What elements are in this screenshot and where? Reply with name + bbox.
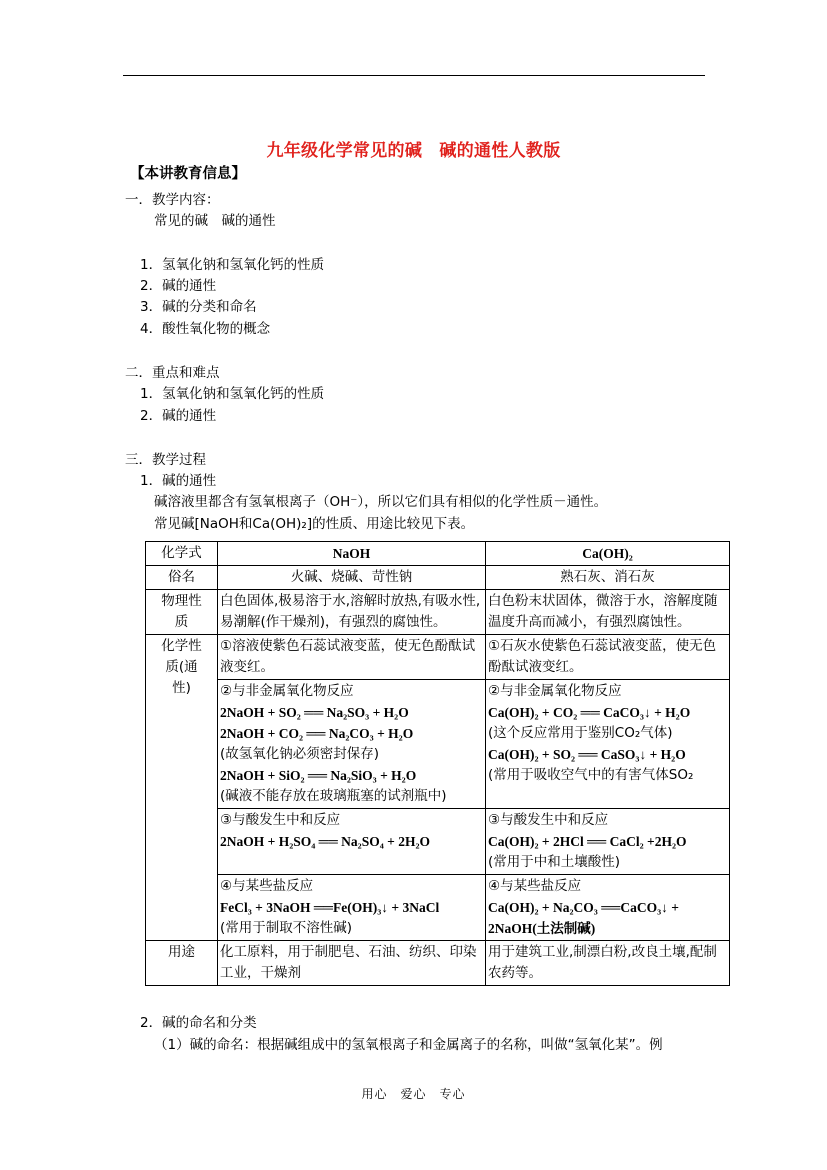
table-cell <box>486 680 730 809</box>
table-cell: 用于建筑工业,制漂白粉,改良土壤,配制农药等。 <box>486 941 730 986</box>
list-item: 1．氢氧化钠和氢氧化钙的性质 <box>140 257 325 273</box>
equation: 2NaOH + SiO₂ ══ Na₂SiO₃ + H₂O <box>220 768 417 783</box>
sec3-heading: 三．教学过程 <box>125 452 206 468</box>
equation: FeCl₃ + 3NaOH ══Fe(OH)₃↓ + 3NaCl <box>220 900 440 915</box>
equation: Ca(OH)₂ + 2HCl ══ CaCl₂ +2H₂O <box>488 834 687 849</box>
comparison-table <box>145 541 730 986</box>
table-row <box>146 680 730 809</box>
table-header-cell: 化学式 <box>146 542 218 566</box>
list-item: 4．酸性氧化物的概念 <box>140 321 271 337</box>
table-cell <box>218 635 486 680</box>
table-row <box>146 875 730 941</box>
cell-line: ①石灰水使紫色石蕊试液变蓝，使无色酚酞试液变红。 <box>488 638 717 675</box>
table-cell: 熟石灰、消石灰 <box>486 566 730 590</box>
equation: 2NaOH + SO₂ ══ Na₂SO₃ + H₂O <box>220 705 409 720</box>
table-cell <box>218 809 486 875</box>
header-rule <box>123 75 705 76</box>
cell-line: (常用于制取不溶性碱) <box>220 920 353 936</box>
page-footer: 用心 爱心 专心 <box>361 1087 466 1101</box>
sec3-sub1: 1．碱的通性 <box>140 473 217 489</box>
cell-line: ④与某些盐反应 <box>220 878 314 894</box>
table-row <box>146 941 730 986</box>
table-cell: 白色粉末状固体，微溶于水，溶解度随温度升高而减小，有强烈腐蚀性。 <box>486 590 730 635</box>
list-item: 1．氢氧化钠和氢氧化钙的性质 <box>140 386 325 402</box>
table-row <box>146 809 730 875</box>
cell-line: (故氢氧化钠必须密封保存) <box>220 746 380 762</box>
cell-line: (这个反应常用于鉴别CO₂气体) <box>488 725 673 741</box>
sec3-para1: 碱溶液里都含有氢氧根离子（OH⁻），所以它们具有相似的化学性质－通性。 <box>154 494 608 510</box>
page-title: 九年级化学常见的碱 碱的通性人教版 <box>266 141 561 161</box>
table-cell: 物理性质 <box>146 590 218 635</box>
section-header: 【本讲教育信息】 <box>130 166 246 182</box>
table-cell <box>486 809 730 875</box>
cell-line: ②与非金属氧化物反应 <box>488 683 622 699</box>
cell-line: ②与非金属氧化物反应 <box>220 683 354 699</box>
equation: Ca(OH)₂ + Na₂CO₃ ══CaCO₃↓ + <box>488 900 679 915</box>
equation: Ca(OH)₂ + CO₂ ══ CaCO₃↓ + H₂O <box>488 705 691 720</box>
table-row <box>146 635 730 680</box>
table-cell: 火碱、烧碱、苛性钠 <box>218 566 486 590</box>
cell-line: (碱液不能存放在玻璃瓶塞的试剂瓶中) <box>220 788 447 804</box>
table-cell: 化工原料，用于制肥皂、石油、纺织、印染工业，干燥剂 <box>218 941 486 986</box>
table-row <box>146 542 730 566</box>
equation: 2NaOH(土法制碱) <box>488 921 596 936</box>
table-cell: 俗名 <box>146 566 218 590</box>
list-item: 2．碱的通性 <box>140 278 217 294</box>
table-cell: 化学性质(通性) <box>146 635 218 941</box>
sec3-para2: 常见碱[NaOH和Ca(OH)₂]的性质、用途比较见下表。 <box>154 516 475 532</box>
table-cell <box>218 875 486 941</box>
equation: 2NaOH + H₂SO₄ ══ Na₂SO₄ + 2H₂O <box>220 834 431 849</box>
cell-line: (常用于吸收空气中的有害气体SO₂ <box>488 767 694 783</box>
list-item: 3．碱的分类和命名 <box>140 299 257 315</box>
sec-naming-heading: 2．碱的命名和分类 <box>140 1015 257 1031</box>
table-cell: 白色固体,极易溶于水,溶解时放热,有吸水性,易潮解(作干燥剂)，有强烈的腐蚀性。 <box>218 590 486 635</box>
table-cell: 用途 <box>146 941 218 986</box>
sec2-heading: 二．重点和难点 <box>125 365 220 381</box>
equation: 2NaOH + CO₂ ══ Na₂CO₃ + H₂O <box>220 726 414 741</box>
table-row <box>146 590 730 635</box>
table-cell <box>218 680 486 809</box>
cell-line: ③与酸发生中和反应 <box>220 812 341 828</box>
table-row <box>146 566 730 590</box>
table-cell <box>486 875 730 941</box>
sec-naming-para: （1）碱的命名：根据碱组成中的氢氧根离子和金属离子的名称，叫做“氢氧化某”。例 <box>154 1037 663 1053</box>
cell-line: (常用于中和土壤酸性) <box>488 854 621 870</box>
sec1-heading: 一．教学内容： <box>125 192 220 208</box>
cell-line: ①溶液使紫色石蕊试液变蓝，使无色酚酞试液变红。 <box>220 638 476 675</box>
cell-line: ③与酸发生中和反应 <box>488 812 609 828</box>
equation: Ca(OH)₂ + SO₂ ══ CaSO₃↓ + H₂O <box>488 747 686 762</box>
table-header-cell: Ca(OH)₂ <box>486 542 730 566</box>
cell-line: ④与某些盐反应 <box>488 878 582 894</box>
table-header-cell: NaOH <box>218 542 486 566</box>
list-item: 2．碱的通性 <box>140 408 217 424</box>
sec1-subtitle: 常见的碱 碱的通性 <box>154 213 276 229</box>
table-cell <box>486 635 730 680</box>
